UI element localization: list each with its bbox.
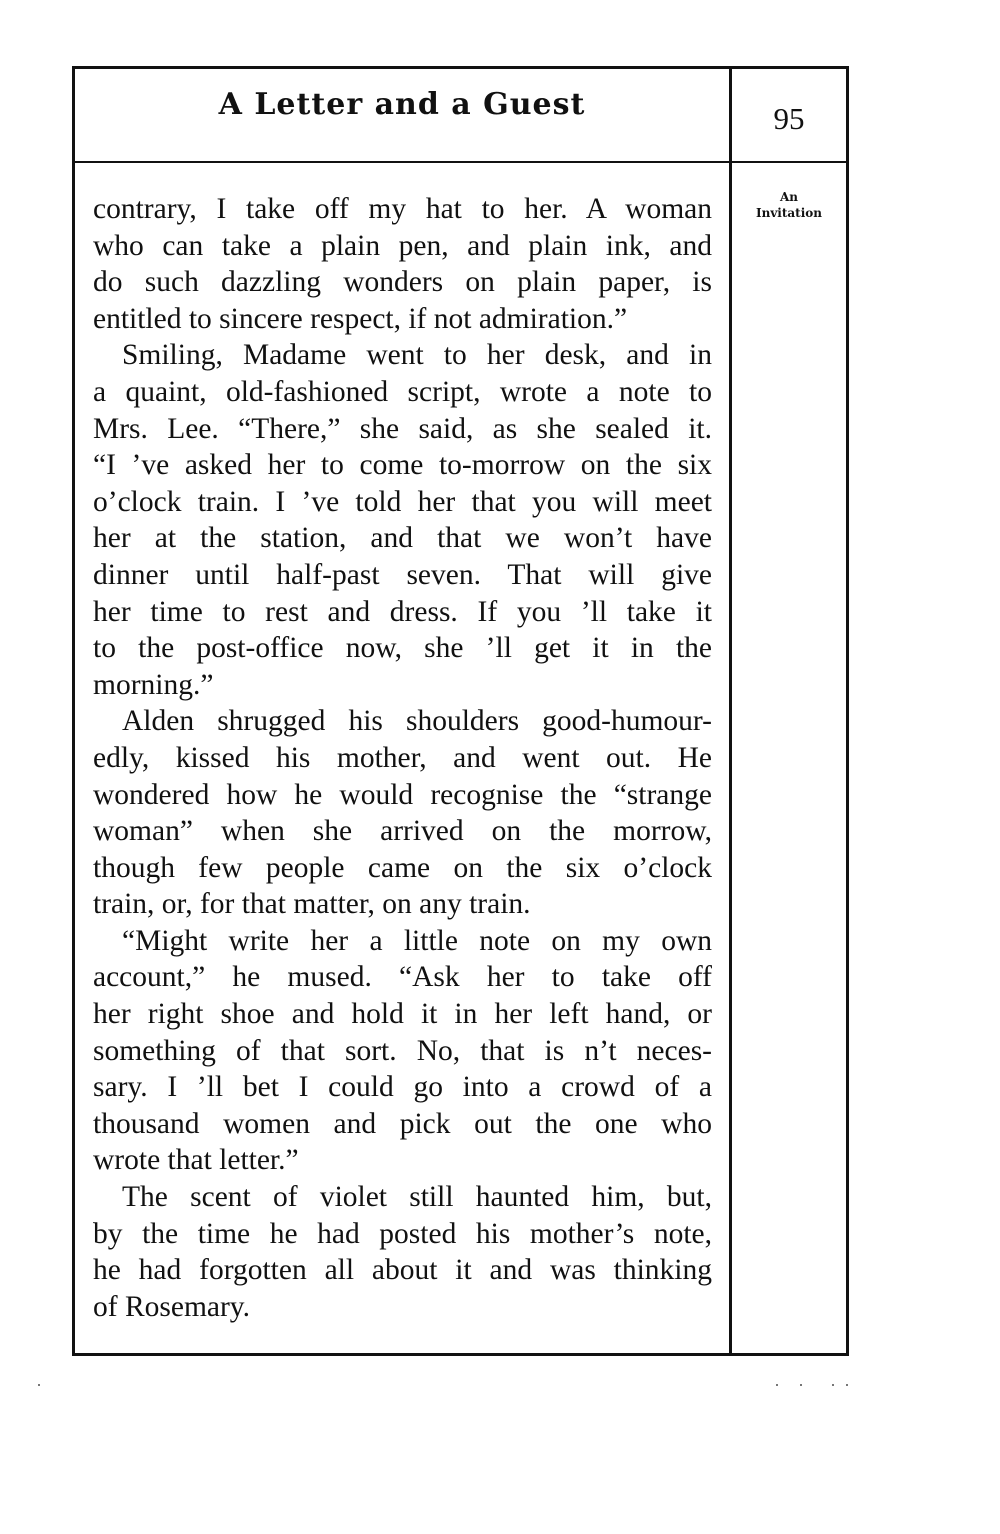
text-line: train, or, for that matter, on any train.	[93, 888, 531, 921]
scan-specks	[0, 1384, 1000, 1388]
text-line: her right shoe and hold it in her left hand, or	[93, 998, 712, 1031]
text-line: contrary, I take off my hat to her. A woman	[93, 193, 712, 225]
text-line: he had forgotten all about it and was thinking	[93, 1254, 712, 1287]
text-line: her time to rest and dress. If you ’ll take it	[93, 595, 712, 628]
text-line: The scent of violet still haunted him, but,	[122, 1181, 712, 1214]
page-frame	[72, 66, 849, 1356]
text-line: of Rosemary.	[93, 1290, 251, 1323]
text-line: wrote that letter.”	[93, 1144, 299, 1177]
text-line: to the post-office now, she ’ll get it in the	[93, 632, 712, 665]
margin-note-line: Invitation	[755, 206, 823, 220]
text-line: though few people came on the six o’clock	[93, 851, 712, 884]
text-line: Mrs. Lee. “There,” she said, as she sealed it.	[93, 412, 712, 445]
text-line: sary. I ’ll bet I could go into a crowd of a	[93, 1071, 712, 1104]
text-line: Smiling, Madame went to her desk, and in	[122, 339, 712, 372]
text-line: entitled to sincere respect, if not admiration.”	[93, 302, 628, 335]
text-line: do such dazzling wonders on plain paper, is	[93, 266, 712, 299]
text-line: edly, kissed his mother, and went out. He	[93, 741, 712, 774]
text-line: by the time he had posted his mother’s note,	[93, 1217, 712, 1250]
text-line: who can take a plain pen, and plain ink, and	[93, 229, 712, 262]
margin-note	[732, 189, 846, 221]
text-line: something of that sort. No, that is n’t neces-	[93, 1034, 712, 1067]
text-line: o’clock train. I ’ve told her that you will meet	[93, 485, 712, 518]
text-line: morning.”	[93, 668, 214, 701]
scan-speck	[800, 1384, 802, 1386]
scan-speck	[846, 1384, 848, 1386]
text-line: wondered how he would recognise the “strange	[93, 778, 712, 811]
text-line: “Might write her a little note on my own	[122, 924, 712, 957]
text-line: account,” he mused. “Ask her to take off	[93, 961, 712, 994]
margin-rule	[729, 69, 732, 1353]
running-title: A Letter and a Guest	[218, 87, 586, 122]
body-text	[93, 191, 712, 1325]
text-line: woman” when she arrived on the morrow,	[93, 815, 712, 848]
scan-speck	[38, 1384, 40, 1386]
page-number: 95	[773, 101, 805, 136]
text-line: Alden shrugged his shoulders good-humour-	[122, 705, 712, 738]
text-line: thousand women and pick out the one who	[93, 1107, 712, 1140]
text-line: a quaint, old-fashioned script, wrote a note to	[93, 375, 712, 408]
scan-speck	[776, 1384, 778, 1386]
text-line: “I ’ve asked her to come to-morrow on the six	[93, 449, 712, 482]
text-line: her at the station, and that we won’t have	[93, 522, 712, 555]
text-line: dinner until half-past seven. That will give	[93, 558, 712, 591]
margin-note-line: An	[779, 190, 799, 204]
scan-speck	[832, 1384, 834, 1386]
